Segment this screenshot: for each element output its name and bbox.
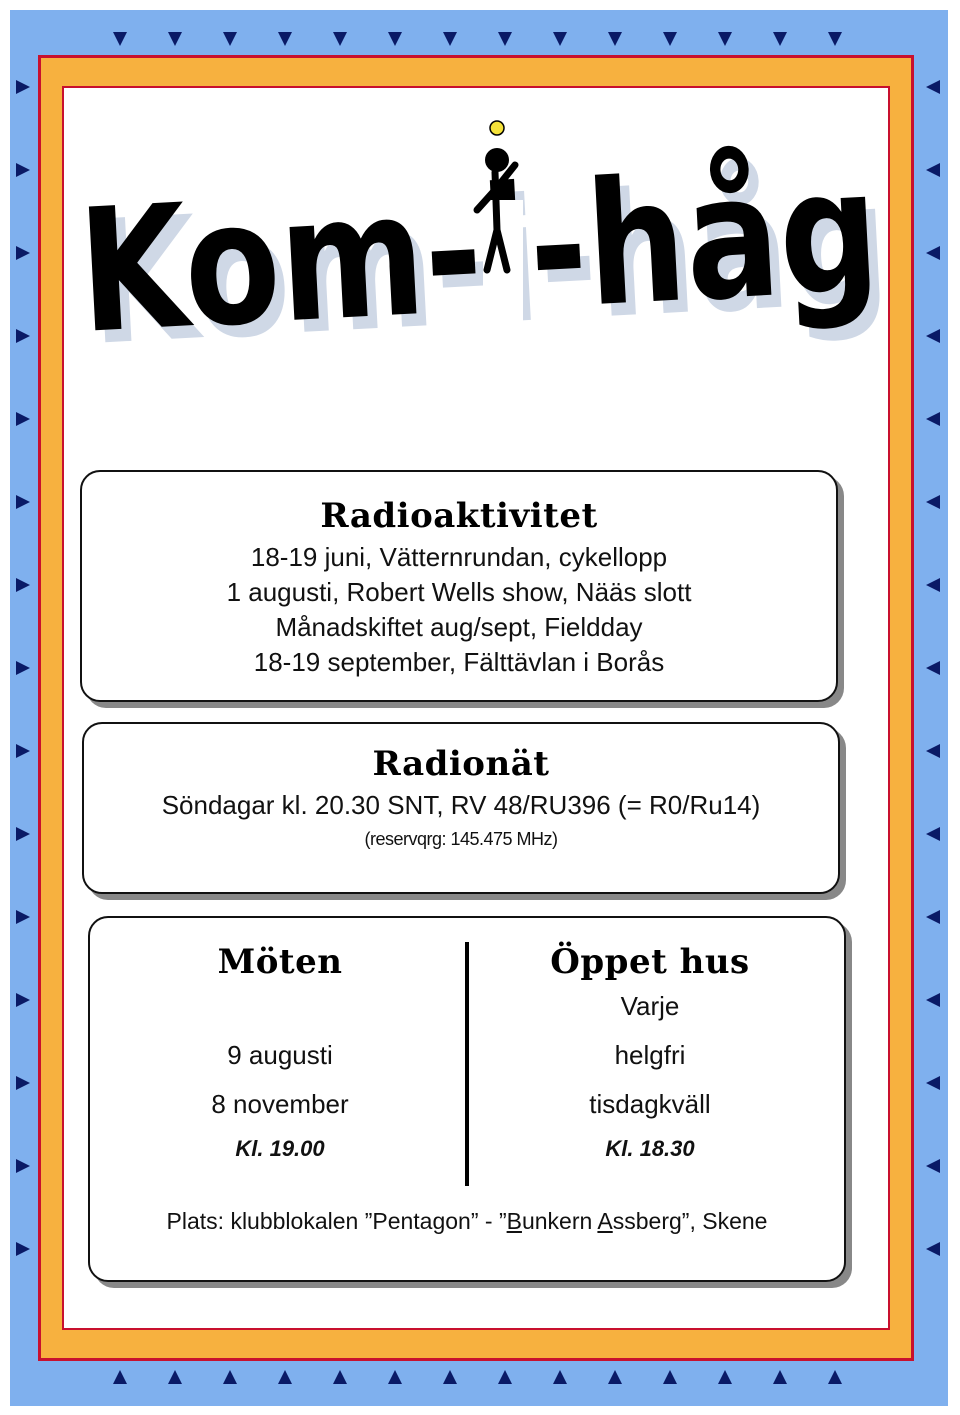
title-graphic	[80, 120, 900, 380]
triangle-ornament	[333, 1370, 347, 1384]
triangle-ornament	[16, 412, 30, 426]
triangle-ornament	[926, 1242, 940, 1256]
triangle-ornament	[16, 1242, 30, 1256]
triangle-ornament	[388, 1370, 402, 1384]
title-text	[80, 132, 884, 372]
open-house-time: Kl. 18.30	[605, 1136, 695, 1161]
triangle-ornament	[443, 32, 457, 46]
triangle-ornament	[608, 1370, 622, 1384]
open-house-line: Varje	[620, 991, 680, 1021]
triangle-ornament	[113, 1370, 127, 1384]
triangle-ornament	[443, 1370, 457, 1384]
triangle-ornament	[926, 993, 940, 1007]
triangle-ornament	[498, 32, 512, 46]
triangle-ornament	[16, 578, 30, 592]
activity-line: 18-19 juni, Vätternrundan, cykellopp	[250, 542, 668, 572]
triangle-ornament	[926, 578, 940, 592]
triangle-ornament	[773, 1370, 787, 1384]
triangle-ornament	[663, 1370, 677, 1384]
activity-line: 18-19 september, Fälttävlan i Borås	[253, 647, 665, 677]
triangle-ornament	[926, 827, 940, 841]
triangle-ornament	[926, 910, 940, 924]
triangle-ornament	[926, 246, 940, 260]
place-b-letter: B	[506, 1208, 522, 1234]
triangle-ornament	[16, 1076, 30, 1090]
triangle-ornament	[553, 32, 567, 46]
radionat-box	[82, 722, 840, 894]
triangle-ornament	[926, 495, 940, 509]
triangle-ornament	[16, 661, 30, 675]
place-mid: unkern	[521, 1208, 598, 1234]
triangle-ornament	[498, 1370, 512, 1384]
triangle-ornament	[16, 1159, 30, 1173]
meeting-date: 9 augusti	[227, 1040, 333, 1070]
triangle-ornament	[16, 827, 30, 841]
triangle-ornament	[828, 32, 842, 46]
triangle-ornament	[223, 32, 237, 46]
triangle-ornament	[828, 1370, 842, 1384]
activity-line: Månadskiftet aug/sept, Fieldday	[275, 612, 643, 642]
column-divider	[465, 942, 469, 1186]
title-banner	[80, 120, 900, 380]
triangle-ornament	[388, 32, 402, 46]
radionat-reserve-frequency: (reservqrg: 145.475 MHz)	[364, 829, 558, 849]
meetings-column	[110, 942, 450, 1169]
open-house-column	[480, 942, 820, 1169]
place-suffix: ssberg”, Skene	[612, 1208, 768, 1234]
radionat-schedule: Söndagar kl. 20.30 SNT, RV 48/RU396 (= R0/Ru14)	[161, 790, 761, 820]
triangle-ornament	[926, 80, 940, 94]
triangle-ornament	[608, 32, 622, 46]
place-line	[90, 1208, 844, 1235]
meeting-time: Kl. 19.00	[235, 1136, 325, 1161]
place-a-letter: A	[597, 1208, 613, 1234]
triangle-ornament	[16, 163, 30, 177]
triangle-ornament	[16, 910, 30, 924]
triangle-ornament	[16, 993, 30, 1007]
triangle-ornament	[333, 32, 347, 46]
meeting-date: 8 november	[211, 1089, 349, 1119]
radionat-heading: Radionät	[372, 744, 550, 784]
triangle-ornament	[718, 1370, 732, 1384]
open-house-heading: Öppet hus	[550, 942, 750, 982]
triangle-ornament	[16, 246, 30, 260]
meetings-heading: Möten	[217, 942, 343, 982]
triangle-ornament	[926, 1159, 940, 1173]
meetings-box	[88, 916, 846, 1282]
triangle-ornament	[16, 495, 30, 509]
triangle-ornament	[926, 661, 940, 675]
triangle-ornament	[926, 412, 940, 426]
activity-line: 1 augusti, Robert Wells show, Nääs slott	[226, 577, 692, 607]
triangle-ornament	[926, 163, 940, 177]
triangle-ornament	[168, 1370, 182, 1384]
triangle-ornament	[553, 1370, 567, 1384]
triangle-ornament	[926, 329, 940, 343]
triangle-ornament	[16, 80, 30, 94]
triangle-ornament	[278, 1370, 292, 1384]
radioaktivitet-heading: Radioaktivitet	[320, 496, 598, 536]
triangle-ornament	[223, 1370, 237, 1384]
triangle-ornament	[16, 744, 30, 758]
triangle-ornament	[718, 32, 732, 46]
triangle-ornament	[278, 32, 292, 46]
triangle-ornament	[663, 32, 677, 46]
open-house-line: helgfri	[614, 1040, 686, 1070]
place-prefix: Plats: klubblokalen ”Pentagon” - ”	[166, 1208, 507, 1234]
triangle-ornament	[16, 329, 30, 343]
triangle-ornament	[926, 744, 940, 758]
open-house-line: tisdagkväll	[589, 1089, 711, 1119]
triangle-ornament	[168, 32, 182, 46]
triangle-ornament	[773, 32, 787, 46]
triangle-ornament	[113, 32, 127, 46]
radioaktivitet-box	[80, 470, 838, 702]
triangle-ornament	[926, 1076, 940, 1090]
